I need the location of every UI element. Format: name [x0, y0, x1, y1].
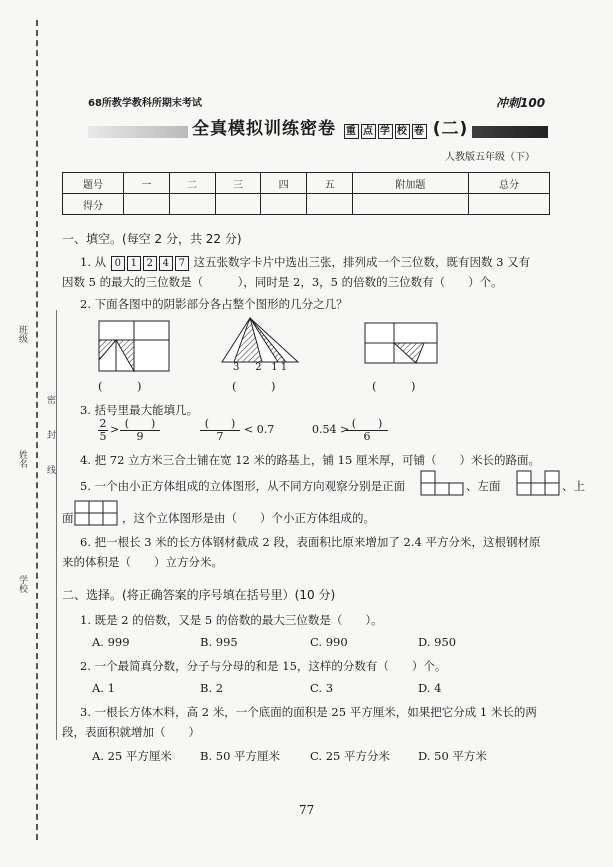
score-cell[interactable]	[307, 194, 353, 215]
column-header: 五	[307, 173, 353, 194]
s1-q1-line2: 因数 5 的最大的三位数是（ ），同时是 2，3，5 的倍数的三位数有（ ）个。	[62, 275, 503, 289]
tri-label: 2	[255, 362, 262, 373]
score-cell[interactable]	[215, 194, 261, 215]
score-table	[62, 172, 550, 215]
s1-q5-left: 、左面	[466, 479, 501, 493]
score-cell[interactable]	[469, 194, 550, 215]
figure-square-grid	[98, 320, 170, 372]
lt-tail: < 0.7	[244, 423, 275, 436]
brand-label: 冲刺100	[496, 96, 546, 110]
view-left	[516, 470, 562, 496]
column-header: 一	[124, 173, 170, 194]
column-header: 附加题	[352, 173, 468, 194]
q2-answer-2[interactable]: ( )	[232, 379, 276, 393]
fraction-blank-7[interactable]: ( ) 7	[200, 418, 240, 443]
subtitle-box: 重	[345, 126, 357, 137]
subtitle-boxes	[343, 124, 433, 137]
score-cell[interactable]	[124, 194, 170, 215]
q-text: 从	[94, 255, 107, 269]
binding-char-3: 线	[45, 465, 55, 474]
score-table-row	[63, 173, 550, 194]
column-header: 三	[215, 173, 261, 194]
section2-heading: 二、选择。(将正确答案的序号填在括号里）(10 分)	[62, 588, 336, 602]
binding-dash-line	[36, 20, 38, 840]
title-banner	[88, 112, 548, 140]
side-label-class: 班级	[17, 325, 27, 343]
title-text: 全真模拟训练密卷	[192, 119, 336, 139]
s2-q1-option-b[interactable]: B. 995	[200, 635, 238, 649]
s2-q3-option-a[interactable]: A. 25 平方厘米	[92, 749, 172, 763]
column-header: 总分	[469, 173, 550, 194]
subtitle-box: 学	[379, 126, 391, 137]
s1-q6-line2: 来的体积是（ ）立方分米。	[62, 555, 223, 569]
s2-q1-option-d[interactable]: D. 950	[418, 635, 457, 649]
subtitle-box: 校	[396, 126, 408, 137]
page-number: 77	[299, 803, 315, 817]
s2-q3-option-b[interactable]: B. 50 平方厘米	[200, 749, 281, 763]
binding-char-1: 密	[45, 395, 55, 404]
column-header: 二	[169, 173, 215, 194]
figure-rectangle-grid	[364, 322, 438, 364]
denominator: 5	[99, 430, 107, 443]
denominator: 7	[216, 430, 224, 443]
score-cell[interactable]	[261, 194, 307, 215]
digit-card: 4	[159, 256, 173, 271]
s2-q3-line2: 段，表面积就增加（ ）	[62, 725, 200, 739]
s2-q2-option-c[interactable]: C. 3	[310, 681, 334, 695]
subtitle-tail: (二)	[432, 119, 469, 139]
q-text: 这五张数字卡片中选出三张，排列成一个三位数，既有因数 3 又有	[193, 255, 531, 269]
s2-q1-text: 1. 既是 2 的倍数，又是 5 的倍数的最大三位数是（ ）。	[80, 613, 383, 627]
denominator: 9	[136, 430, 144, 443]
tri-label: 1	[271, 362, 278, 373]
s2-q2-option-b[interactable]: B. 2	[200, 681, 224, 695]
fraction-blank-6[interactable]: ( ) 6	[346, 418, 388, 443]
s1-q5-top: 、上	[562, 479, 585, 493]
edition-label: 人教版五年级（下）	[445, 152, 535, 163]
digit-card: 0	[111, 256, 125, 271]
gt-sign: >	[110, 423, 120, 436]
s2-q3-line1: 3. 一根长方体木料，高 2 米，一个底面的面积是 25 平方厘米，如果把它分成 1 米长的两	[80, 705, 537, 719]
denominator: 6	[363, 430, 371, 443]
score-table-row	[63, 194, 550, 215]
fraction-2-5	[98, 418, 108, 443]
side-label-school: 学校	[17, 575, 27, 593]
binding-char-2: 封	[45, 430, 55, 439]
tri-label: 3	[233, 362, 240, 373]
subtitle-box: 卷	[413, 126, 425, 137]
s1-q2-text: 2. 下面各图中的阴影部分各占整个图形的几分之几？	[80, 297, 348, 311]
tri-label: 1	[280, 362, 288, 373]
s2-q1-option-a[interactable]: A. 999	[92, 635, 130, 649]
q-number: 1.	[80, 255, 91, 269]
side-label-name: 姓名	[17, 450, 27, 468]
q2-answer-3[interactable]: ( )	[372, 379, 416, 393]
s1-q3-text: 3. 括号里最大能填几。	[80, 403, 199, 417]
s1-q4-text: 4. 把 72 立方米三合土铺在宽 12 米的路基上，铺 15 厘米厚，可铺（ ）米长的路面。	[80, 453, 540, 467]
q2-answer-1[interactable]: ( )	[98, 379, 142, 393]
s1-q5-line2-pre: 面	[62, 511, 74, 525]
s1-q5-line1: 5. 一个由小正方体组成的立体图形，从不同方向观察分别是正面	[80, 479, 406, 493]
s2-q2-option-d[interactable]: D. 4	[418, 681, 442, 695]
s1-q5-line2-rest: ，这个立体图形是由（ ）个小正方体组成的。	[122, 511, 375, 525]
view-top	[74, 500, 120, 526]
page-title	[188, 114, 472, 139]
score-cell[interactable]	[352, 194, 468, 215]
column-header: 四	[261, 173, 307, 194]
subtitle-box: 点	[362, 126, 374, 137]
digit-card: 1	[127, 256, 141, 271]
numerator: 2	[99, 417, 107, 430]
s2-q2-option-a[interactable]: A. 1	[92, 681, 115, 695]
s2-q3-option-d[interactable]: D. 50 平方米	[418, 749, 487, 763]
row-label: 得分	[63, 194, 124, 215]
score-cell[interactable]	[169, 194, 215, 215]
figure-triangle	[220, 316, 300, 364]
row-label: 题号	[63, 173, 124, 194]
s2-q2-text: 2. 一个最简真分数，分子与分母的和是 15，这样的分数有（ ）个。	[80, 659, 447, 673]
s1-q1-line1	[80, 254, 530, 271]
prefix-054: 0.54 >	[312, 423, 350, 436]
section1-heading: 一、填空。(每空 2 分，共 22 分)	[62, 232, 242, 246]
s2-q3-option-c[interactable]: C. 25 平方分米	[310, 749, 390, 763]
binding-solid-line	[56, 310, 57, 740]
digit-card: 2	[143, 256, 157, 271]
s2-q1-option-c[interactable]: C. 990	[310, 635, 348, 649]
publisher-label: 68所教学教科所期末考试	[88, 98, 202, 109]
s1-q6-line1: 6. 把一根长 3 米的长方体钢材截成 2 段，表面积比原来增加了 2.4 平方分米，这根钢材原	[80, 535, 541, 549]
digit-card: 7	[175, 256, 189, 271]
fraction-blank-9[interactable]: ( ) 9	[120, 418, 160, 443]
triangle-labels	[233, 362, 303, 373]
